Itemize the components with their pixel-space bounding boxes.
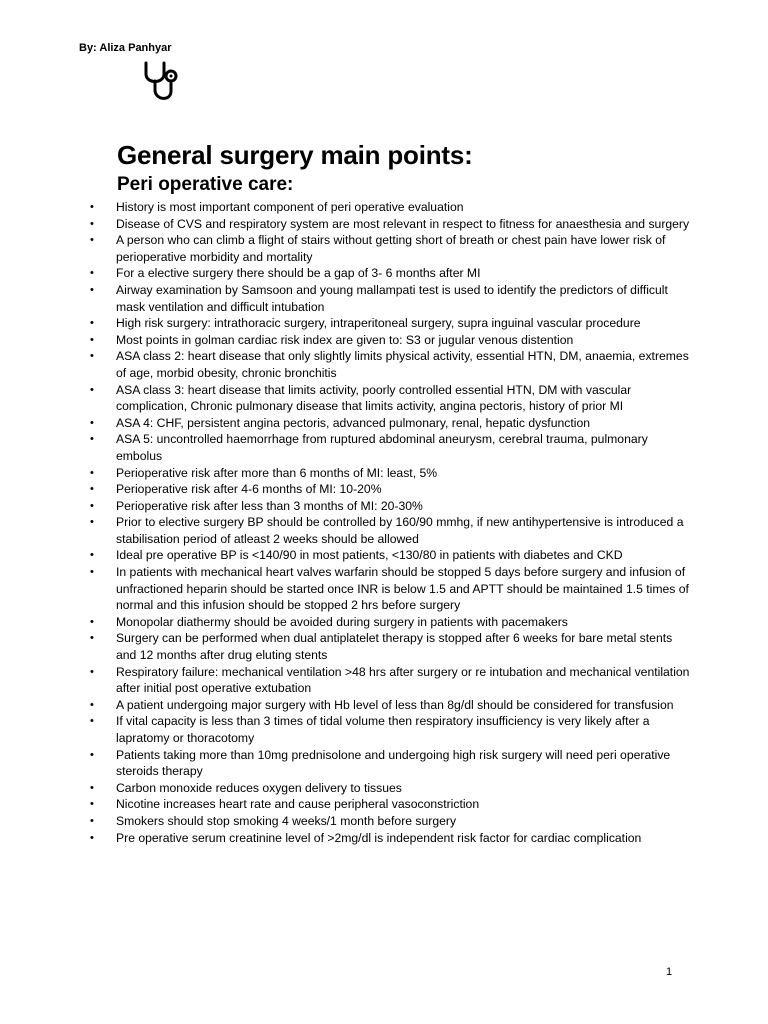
list-item-text: Prior to elective surgery BP should be controlled by 160/90 mmhg, if new antihypertensive is introduced a stabilisation period of atleast 2 weeks should be allowed <box>116 515 684 546</box>
bullet-glyph: • <box>90 814 94 827</box>
list-item-text: Carbon monoxide reduces oxygen delivery to tissues <box>116 780 402 795</box>
list-item <box>90 332 690 349</box>
list-item <box>90 216 690 233</box>
list-item-text: ASA 5: uncontrolled haemorrhage from ruptured abdominal aneurysm, cerebral trauma, pulmonary embolus <box>116 432 648 463</box>
list-item <box>90 481 690 498</box>
bullet-glyph: • <box>90 217 94 230</box>
list-item-text: Nicotine increases heart rate and cause peripheral vasoconstriction <box>116 797 480 812</box>
bullet-glyph: • <box>90 267 94 280</box>
list-item <box>90 315 690 332</box>
list-item-text: High risk surgery: intrathoracic surgery, intraperitoneal surgery, supra inguinal vascular procedure <box>116 316 641 331</box>
bullet-glyph: • <box>90 748 94 761</box>
bullet-glyph: • <box>90 350 94 363</box>
list-item <box>90 713 690 746</box>
list-item <box>90 514 690 547</box>
bullet-glyph: • <box>90 781 94 794</box>
list-item <box>90 813 690 830</box>
list-item-text: Smokers should stop smoking 4 weeks/1 month before surgery <box>116 813 457 828</box>
section-subtitle: Peri operative care: <box>117 174 294 195</box>
list-item-text: For a elective surgery there should be a gap of 3- 6 months after MI <box>116 266 481 281</box>
bullet-glyph: • <box>90 549 94 562</box>
list-item <box>90 348 690 381</box>
bullet-glyph: • <box>90 283 94 296</box>
bullet-list <box>90 199 690 846</box>
list-item <box>90 747 690 780</box>
bullet-glyph: • <box>90 566 94 579</box>
list-item <box>90 415 690 432</box>
list-item <box>90 664 690 697</box>
list-item <box>90 630 690 663</box>
list-item-text: Monopolar diathermy should be avoided during surgery in patients with pacemakers <box>116 614 568 629</box>
list-item-text: In patients with mechanical heart valves warfarin should be stopped 5 days before surgery and infusion of unfractioned heparin should be started once INR is below 1.5 and APTT should be maintained 1.5 times of normal and this infusion should be stopped 2 hrs before surgery <box>116 565 689 613</box>
list-item-text: Patients taking more than 10mg prednisolone and undergoing high risk surgery will need peri operative steroids therapy <box>116 747 671 779</box>
list-item-text: ASA class 2: heart disease that only slightly limits physical activity, essential HTN, DM, anaemia, extremes of age, morbid obesity, chronic bronchitis <box>116 349 689 380</box>
list-item <box>90 547 690 564</box>
bullet-glyph: • <box>90 831 94 844</box>
list-item-text: Perioperative risk after less than 3 months of MI: 20-30% <box>116 498 423 513</box>
bullet-glyph: • <box>90 715 94 728</box>
list-item <box>90 431 690 464</box>
stethoscope-icon <box>140 60 182 106</box>
bullet-glyph: • <box>90 333 94 346</box>
list-item <box>90 564 690 614</box>
bullet-glyph: • <box>90 201 94 213</box>
list-item <box>90 265 690 282</box>
list-item <box>90 465 690 482</box>
list-item-text: Pre operative serum creatinine level of >2mg/dl is independent risk factor for cardiac complication <box>116 830 642 845</box>
list-item-text: Airway examination by Samsoon and young mallampati test is used to identify the predictors of difficult mask ventilation and difficult intubation <box>116 282 668 314</box>
bullet-glyph: • <box>90 516 94 529</box>
page-number: 1 <box>666 966 673 978</box>
list-item <box>90 498 690 515</box>
list-item <box>90 796 690 813</box>
list-item <box>90 614 690 631</box>
list-item <box>90 282 690 315</box>
bullet-glyph: • <box>90 499 94 512</box>
bullet-glyph: • <box>90 615 94 628</box>
list-item <box>90 780 690 797</box>
author-byline: By: Aliza Panhyar <box>79 42 172 54</box>
list-item-text: A patient undergoing major surgery with Hb level of less than 8g/dl should be considered for transfusion <box>116 697 674 712</box>
list-item <box>90 697 690 714</box>
list-item-text: A person who can climb a flight of stairs without getting short of breath or chest pain have lower risk of perioperative morbidity and mortality <box>116 233 666 264</box>
list-item-text: Respiratory failure: mechanical ventilation >48 hrs after surgery or re intubation and mechanical ventilation after initial post operative extubation <box>116 664 690 696</box>
list-item <box>90 382 690 415</box>
bullet-glyph: • <box>90 383 94 396</box>
bullet-glyph: • <box>90 483 94 496</box>
list-item-text: Surgery can be performed when dual antiplatelet therapy is stopped after 6 weeks for bare metal stents and 12 months after drug eluting stents <box>116 631 673 663</box>
bullet-glyph: • <box>90 234 94 247</box>
bullet-glyph: • <box>90 665 94 678</box>
list-item-text: Most points in golman cardiac risk index are given to: S3 or jugular venous distention <box>116 332 574 347</box>
list-item <box>90 830 690 847</box>
page-title: General surgery main points: <box>117 140 473 170</box>
list-item-text: ASA 4: CHF, persistent angina pectoris, advanced pulmonary, renal, hepatic dysfunction <box>116 415 590 430</box>
list-item-text: Perioperative risk after 4-6 months of MI: 10-20% <box>116 482 382 497</box>
bullet-glyph: • <box>90 466 94 479</box>
list-item <box>90 232 690 265</box>
bullet-glyph: • <box>90 317 94 330</box>
list-item <box>90 199 690 216</box>
list-item-text: History is most important component of peri operative evaluation <box>116 200 464 214</box>
list-item-text: Disease of CVS and respiratory system are most relevant in respect to fitness for anaesthesia and surgery <box>116 216 690 231</box>
list-item-text: Perioperative risk after more than 6 months of MI: least, 5% <box>116 465 438 480</box>
bullet-glyph: • <box>90 416 94 429</box>
bullet-glyph: • <box>90 798 94 811</box>
list-item-text: Ideal pre operative BP is <140/90 in most patients, <130/80 in patients with diabetes and CKD <box>116 548 623 563</box>
list-item-text: ASA class 3: heart disease that limits activity, poorly controlled essential HTN, DM with vascular complication, Chronic pulmonary disease that limits activity, angina pectoris, history of prior MI <box>116 382 632 414</box>
list-item-text: If vital capacity is less than 3 times of tidal volume then respiratory insufficiency is very likely after a lapratomy or thoracotomy <box>116 714 650 745</box>
bullet-glyph: • <box>90 632 94 645</box>
bullet-glyph: • <box>90 698 94 711</box>
bullet-glyph: • <box>90 433 94 446</box>
